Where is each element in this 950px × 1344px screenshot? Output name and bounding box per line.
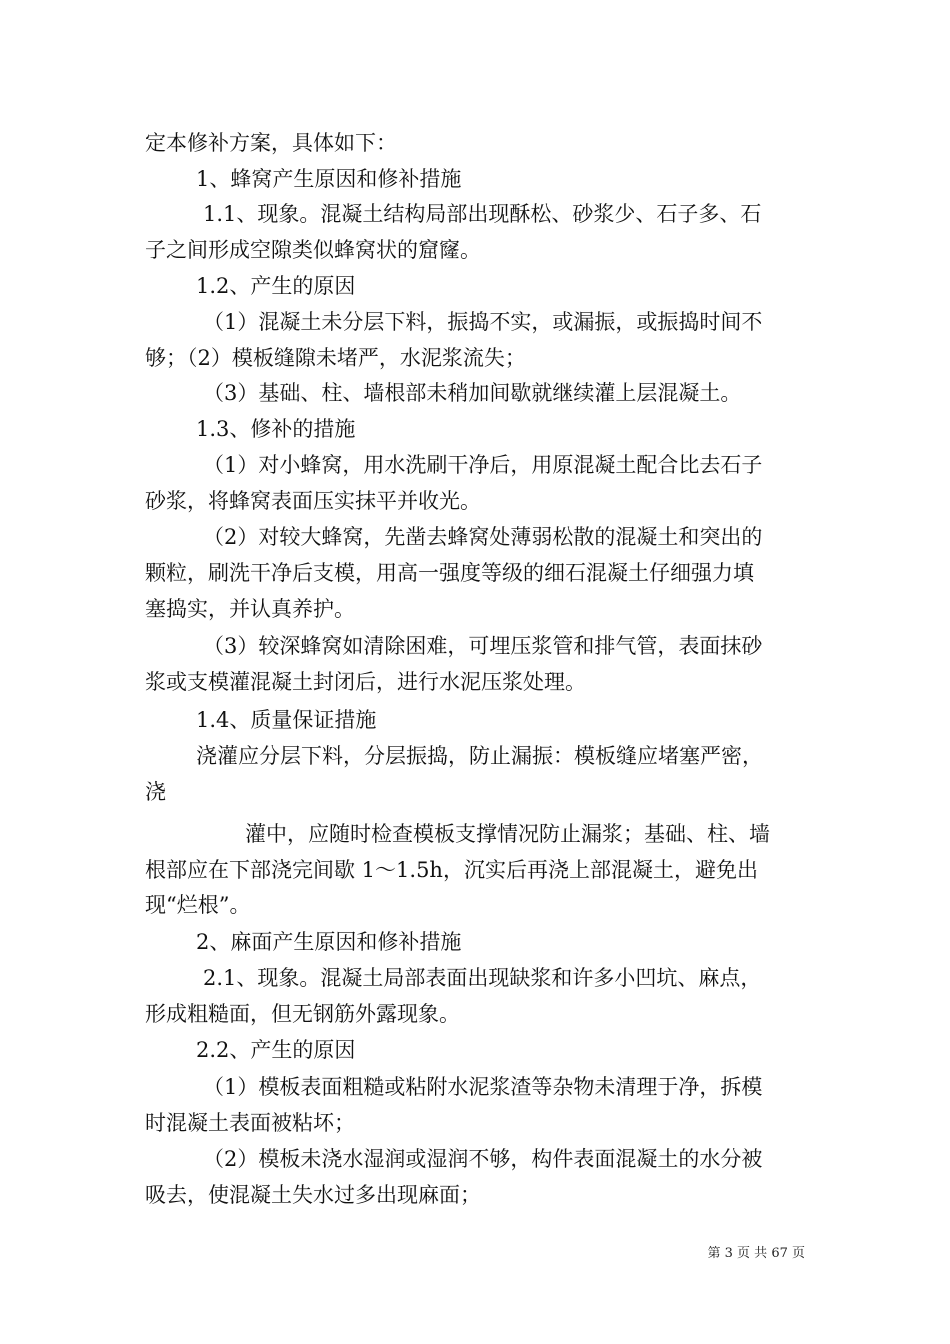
subsection-heading: 1.4、质量保证措施 — [196, 708, 377, 732]
text-line: 子之间形成空隙类似蜂窝状的窟窿。 — [145, 238, 481, 262]
text-line: 浇 — [145, 780, 166, 804]
subsection-heading: 1.3、修补的措施 — [196, 417, 356, 441]
text-line: （1）混凝土未分层下料，振捣不实，或漏振，或振捣时间不 — [203, 310, 763, 334]
section-heading: 2、麻面产生原因和修补措施 — [196, 930, 462, 954]
text-line: 2.1、现象。混凝土局部表面出现缺浆和许多小凹坑、麻点， — [203, 966, 762, 990]
text-line: 现“烂根”。 — [145, 893, 251, 917]
text-line: 浆或支模灌混凝土封闭后，进行水泥压浆处理。 — [145, 670, 586, 694]
text-line: （1）对小蜂窝，用水洗刷干净后，用原混凝土配合比去石子 — [203, 453, 763, 477]
text-line: 塞捣实，并认真养护。 — [145, 597, 355, 621]
text-line: （2）模板未浇水湿润或湿润不够，构件表面混凝土的水分被 — [203, 1147, 763, 1171]
subsection-heading: 1.2、产生的原因 — [196, 274, 356, 298]
text-line: （3）基础、柱、墙根部未稍加间歇就继续灌上层混凝土。 — [203, 381, 742, 405]
text-line: 形成粗糙面，但无钢筋外露现象。 — [145, 1002, 460, 1026]
text-line: （2）对较大蜂窝，先凿去蜂窝处薄弱松散的混凝土和突出的 — [203, 525, 763, 549]
section-heading: 1、蜂窝产生原因和修补措施 — [196, 167, 462, 191]
text-line: 浇灌应分层下料，分层振捣，防止漏振：模板缝应堵塞严密， — [196, 744, 763, 768]
text-line: 定本修补方案，具体如下： — [145, 131, 397, 155]
text-line: 时混凝土表面被粘坏； — [145, 1111, 355, 1135]
text-line: 够；（2）模板缝隙未堵严，水泥浆流失； — [145, 346, 526, 370]
text-line: （1）模板表面粗糙或粘附水泥浆渣等杂物未清理于净，拆模 — [203, 1075, 763, 1099]
text-line: 1.1、现象。混凝土结构局部出现酥松、砂浆少、石子多、石 — [203, 202, 762, 226]
subsection-heading: 2.2、产生的原因 — [196, 1038, 356, 1062]
text-line: （3）较深蜂窝如清除困难，可埋压浆管和排气管，表面抹砂 — [203, 634, 763, 658]
text-line: 灌中，应随时检查模板支撑情况防止漏浆；基础、柱、墙 — [245, 822, 770, 846]
text-line: 吸去，使混凝土失水过多出现麻面； — [145, 1183, 481, 1207]
text-line: 砂浆，将蜂窝表面压实抹平并收光。 — [145, 489, 481, 513]
page-number: 第 3 页 共 67 页 — [707, 1246, 805, 1261]
text-line: 根部应在下部浇完间歇 1～1.5h，沉实后再浇上部混凝土，避免出 — [145, 858, 758, 882]
text-line: 颗粒，刷洗干净后支模，用高一强度等级的细石混凝土仔细强力填 — [145, 561, 754, 585]
